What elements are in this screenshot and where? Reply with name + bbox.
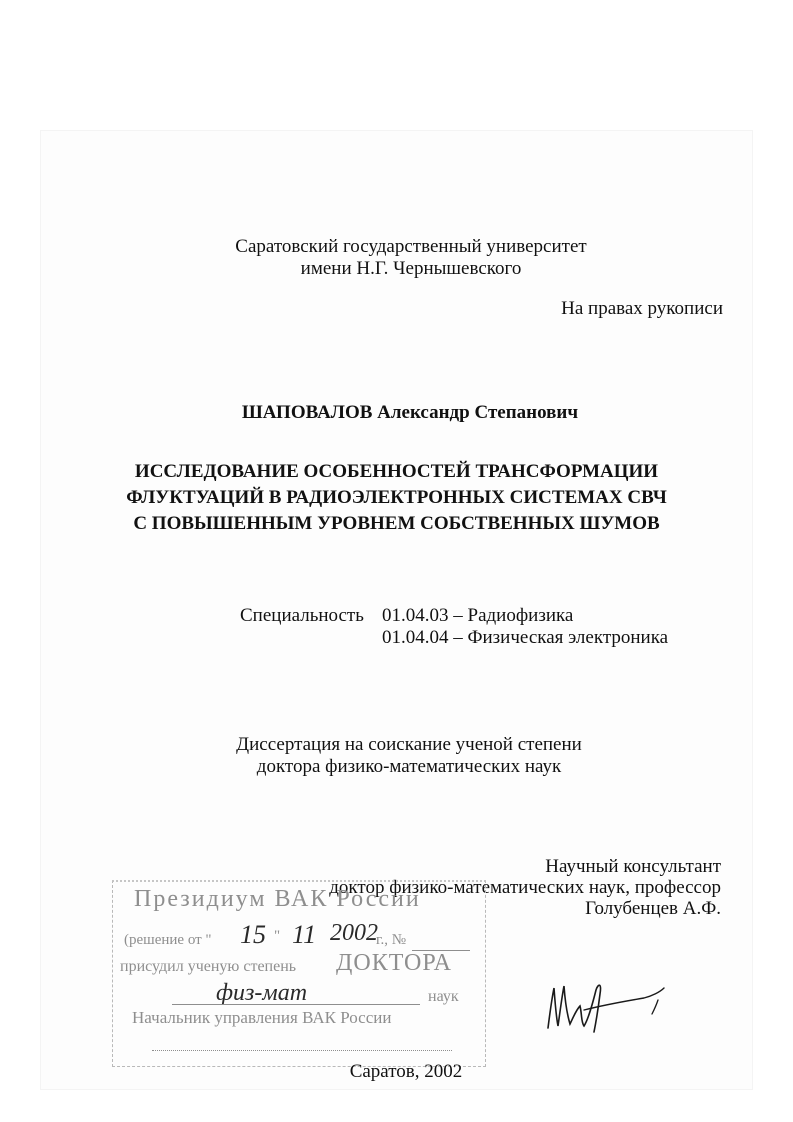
university-named-after: имени Н.Г. Чернышевского bbox=[300, 258, 522, 279]
specialty-label: Специальность bbox=[240, 605, 364, 626]
thesis-title-line-2: ФЛУКТУАЦИЙ В РАДИОЭЛЕКТРОННЫХ СИСТЕМАХ СВЧ bbox=[126, 487, 667, 508]
vak-stamp bbox=[112, 880, 484, 1064]
stamp-awarded-text: присудил ученую степень bbox=[120, 958, 297, 975]
stamp-sciences-word: наук bbox=[428, 988, 459, 1005]
specialty-item-1: 01.04.03 – Радиофизика bbox=[382, 605, 574, 626]
stamp-field-handwritten: физ-мат bbox=[216, 980, 308, 1006]
stamp-decision-sep: " bbox=[274, 928, 281, 944]
consultant-title: Научный консультант bbox=[545, 856, 721, 877]
university-name: Саратовский государственный университет bbox=[235, 236, 587, 257]
dissertation-line-2: доктора физико-математических наук bbox=[256, 756, 562, 777]
specialty-item-2: 01.04.04 – Физическая электроника bbox=[382, 627, 669, 648]
stamp-decision-suffix: г., № bbox=[376, 932, 407, 948]
manuscript-note: На правах рукописи bbox=[561, 298, 723, 319]
consultant-signature bbox=[540, 976, 670, 1036]
thesis-title-line-1: ИССЛЕДОВАНИЕ ОСОБЕННОСТЕЙ ТРАНСФОРМАЦИИ bbox=[134, 461, 659, 482]
thesis-title-line-3: С ПОВЫШЕННЫМ УРОВНЕМ СОБСТВЕННЫХ ШУМОВ bbox=[133, 513, 660, 534]
stamp-field-line bbox=[172, 1004, 420, 1005]
stamp-signature-line: Начальник управления ВАК России bbox=[132, 1008, 392, 1027]
dissertation-line-1: Диссертация на соискание ученой степени bbox=[236, 734, 582, 755]
consultant-name: Голубенцев А.Ф. bbox=[585, 898, 721, 919]
stamp-bottom-line bbox=[152, 1050, 452, 1051]
stamp-decision-month: 11 bbox=[292, 920, 317, 949]
footer-city-year: Саратов, 2002 bbox=[349, 1061, 463, 1082]
stamp-degree-word: ДОКТОРА bbox=[336, 950, 452, 976]
consultant-degree: доктор физико-математических наук, профессор bbox=[329, 877, 721, 898]
stamp-decision-day: 15 bbox=[240, 920, 266, 949]
stamp-heading: Президиум ВАК России bbox=[134, 886, 421, 912]
stamp-decision-year: 2002 bbox=[330, 920, 378, 946]
author-name: ШАПОВАЛОВ Александр Степанович bbox=[241, 402, 579, 423]
stamp-decision-prefix: (решение от " bbox=[124, 932, 212, 948]
